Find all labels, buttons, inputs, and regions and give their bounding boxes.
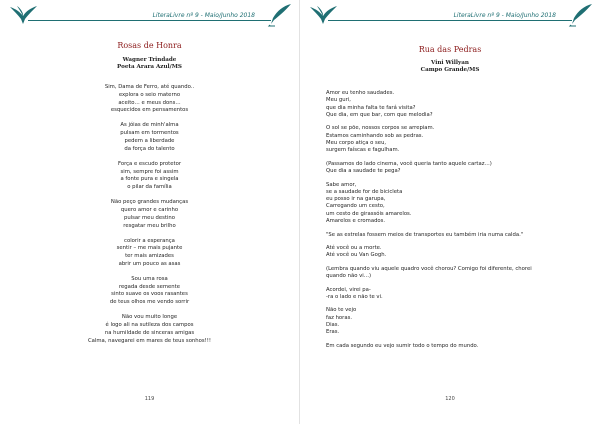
poem-line: a fonte pura e singela (120, 176, 179, 183)
swallow-icon (308, 3, 338, 25)
poem-stanza (326, 232, 586, 239)
poem-stanza (0, 314, 299, 345)
magazine-title: LiteraLivre nº 9 - Maio/Junho 2018 (152, 12, 255, 19)
right-page (300, 0, 600, 424)
poem-line: As jóias de minh'alma (120, 122, 179, 129)
poem-line: sentir – me mais pujante (116, 245, 183, 252)
poem-stanza (326, 266, 586, 281)
page-header (6, 3, 293, 29)
poem-line: "Se as estrelas fossem meios de transportes eu também iria numa calda." (326, 231, 524, 238)
poem-line: pedem a liberdade (124, 137, 175, 144)
poem-line: Carregando um cesto, (326, 203, 385, 210)
poem-line: Acordei, virei pa- (326, 286, 371, 293)
poem-line: Que dia, em que bar, com que melodia? (326, 111, 433, 118)
poem-line: Força e escudo protetor (117, 160, 181, 167)
poem-line: sim, sempre foi assim (120, 168, 179, 175)
poem-line: -ra o lado e não te vi. (326, 293, 383, 300)
poem-line: Que dia a saudade te pega? (326, 168, 401, 175)
poem-line: Em cada segundo eu vejo sumir todo o tempo do mundo. (326, 342, 479, 349)
poem-line: quando não vi…) (326, 273, 372, 280)
poem-line: resgatar meu brilho (123, 222, 176, 229)
poem-line: pulsam em tormentos (120, 130, 179, 137)
poem-line: Meu corpo atiça o seu, (326, 139, 387, 146)
poem-body (326, 90, 586, 356)
poem-stanza (0, 199, 299, 230)
swallow-icon (8, 3, 38, 25)
poem-line: Eras. (326, 329, 340, 336)
poem-place: Poeta Arara Azul/MS (117, 64, 182, 70)
poem-line: (Passamos do lado cinema, você queria tanto aquele cartaz…) (326, 160, 492, 167)
poem-line: Dias. (326, 321, 340, 328)
poem-stanza (0, 84, 299, 115)
poem-line: Calma, navegarei em mares de teus sonhos!!! (87, 337, 212, 344)
poem-stanza (326, 343, 586, 350)
poem-stanza (326, 161, 586, 176)
poem-line: na humildade de sinceras amigas (104, 329, 195, 336)
poem-place: Campo Grande/MS (420, 67, 480, 73)
poem-line: Meu guri, (326, 97, 351, 104)
poem-stanza (326, 245, 586, 260)
poem-stanza (326, 125, 586, 154)
poem-line: (Lembra quando viu aquele quadro você chorou? Comigo foi diferente, chorei (326, 265, 532, 272)
page-number: 119 (144, 396, 155, 402)
poem-stanza (326, 307, 586, 336)
poem-line: da força do talento (124, 145, 175, 152)
quill-icon (568, 3, 594, 27)
poem-stanza (326, 90, 586, 119)
poem-line: faz horas. (326, 314, 353, 321)
header-rule (328, 20, 572, 21)
quill-icon (267, 3, 293, 27)
poem-line: O sol se põe, nossos corpos se arrepiam. (326, 125, 435, 132)
poem-stanza (0, 238, 299, 269)
magazine-title: LiteraLivre nº 9 - Maio/Junho 2018 (453, 12, 556, 19)
poem-line: Estamos caminhando sob as pedras. (326, 132, 424, 139)
poem-line: que dia minha falta te fará visita? (326, 104, 416, 111)
poem-line: de teus olhos me vendo sorrir (109, 299, 190, 306)
poem-line: aceito… e meus dons… (118, 99, 181, 106)
poem-line: explora o seio materno (118, 91, 181, 98)
poem-line: um cesto de girassóis amarelos. (326, 210, 412, 217)
poem-line: quero amor e carinho (120, 206, 179, 213)
poem-line: é logo ali na sutileza dos campos (105, 322, 194, 329)
poem-line: pulsar meu destino (123, 214, 176, 221)
poem-body (0, 84, 299, 353)
poem-stanza (326, 182, 586, 226)
poem-line: Não te vejo (326, 307, 357, 314)
poem-stanza (0, 276, 299, 307)
poem-author: Wagner Trindade (122, 57, 177, 63)
poem-line: surgem faíscas e fagulham. (326, 147, 400, 154)
poem-line: Amarelos e cromados. (326, 218, 386, 225)
page-header (306, 3, 594, 29)
poem-line: colorir a esperança (124, 237, 175, 244)
poem-line: o pilar da família (127, 184, 172, 191)
poem-line: Sim, Dama de Ferro, até quando.. (104, 84, 195, 90)
page-number: 120 (445, 396, 455, 402)
poem-line: eu posso ir na garupa, (326, 196, 386, 203)
poem-line: Sabe amor, (326, 181, 357, 188)
poem-line: abrir um pouco as asas (118, 260, 181, 267)
poem-author: Vini Willyan (430, 60, 469, 66)
header-rule (28, 20, 271, 21)
poem-title: Rua das Pedras (418, 45, 482, 54)
poem-line: Não vou muito longe (121, 314, 178, 321)
poem-line: Não peço grandes mudanças (110, 199, 189, 206)
poem-line: esquecidos em pensamentos (110, 107, 189, 114)
poem-line: Sou uma rosa (131, 275, 168, 282)
poem-stanza (0, 161, 299, 192)
poem-line: Amor eu tenho saudades. (326, 90, 395, 96)
poem-title: Rosas de Honra (117, 41, 182, 50)
poem-stanza (326, 287, 586, 302)
poem-line: ter mais amizades (125, 253, 174, 260)
poem-line: se a saudade for de bicicleta (326, 188, 403, 195)
poem-line: regada desde semente (118, 283, 181, 290)
poem-line: Até você ou a morte. (326, 244, 382, 251)
poem-line: sinto suave os voos rasantes (111, 291, 188, 298)
poem-stanza (0, 122, 299, 153)
poem-line: Até você ou Van Gogh. (326, 252, 387, 259)
